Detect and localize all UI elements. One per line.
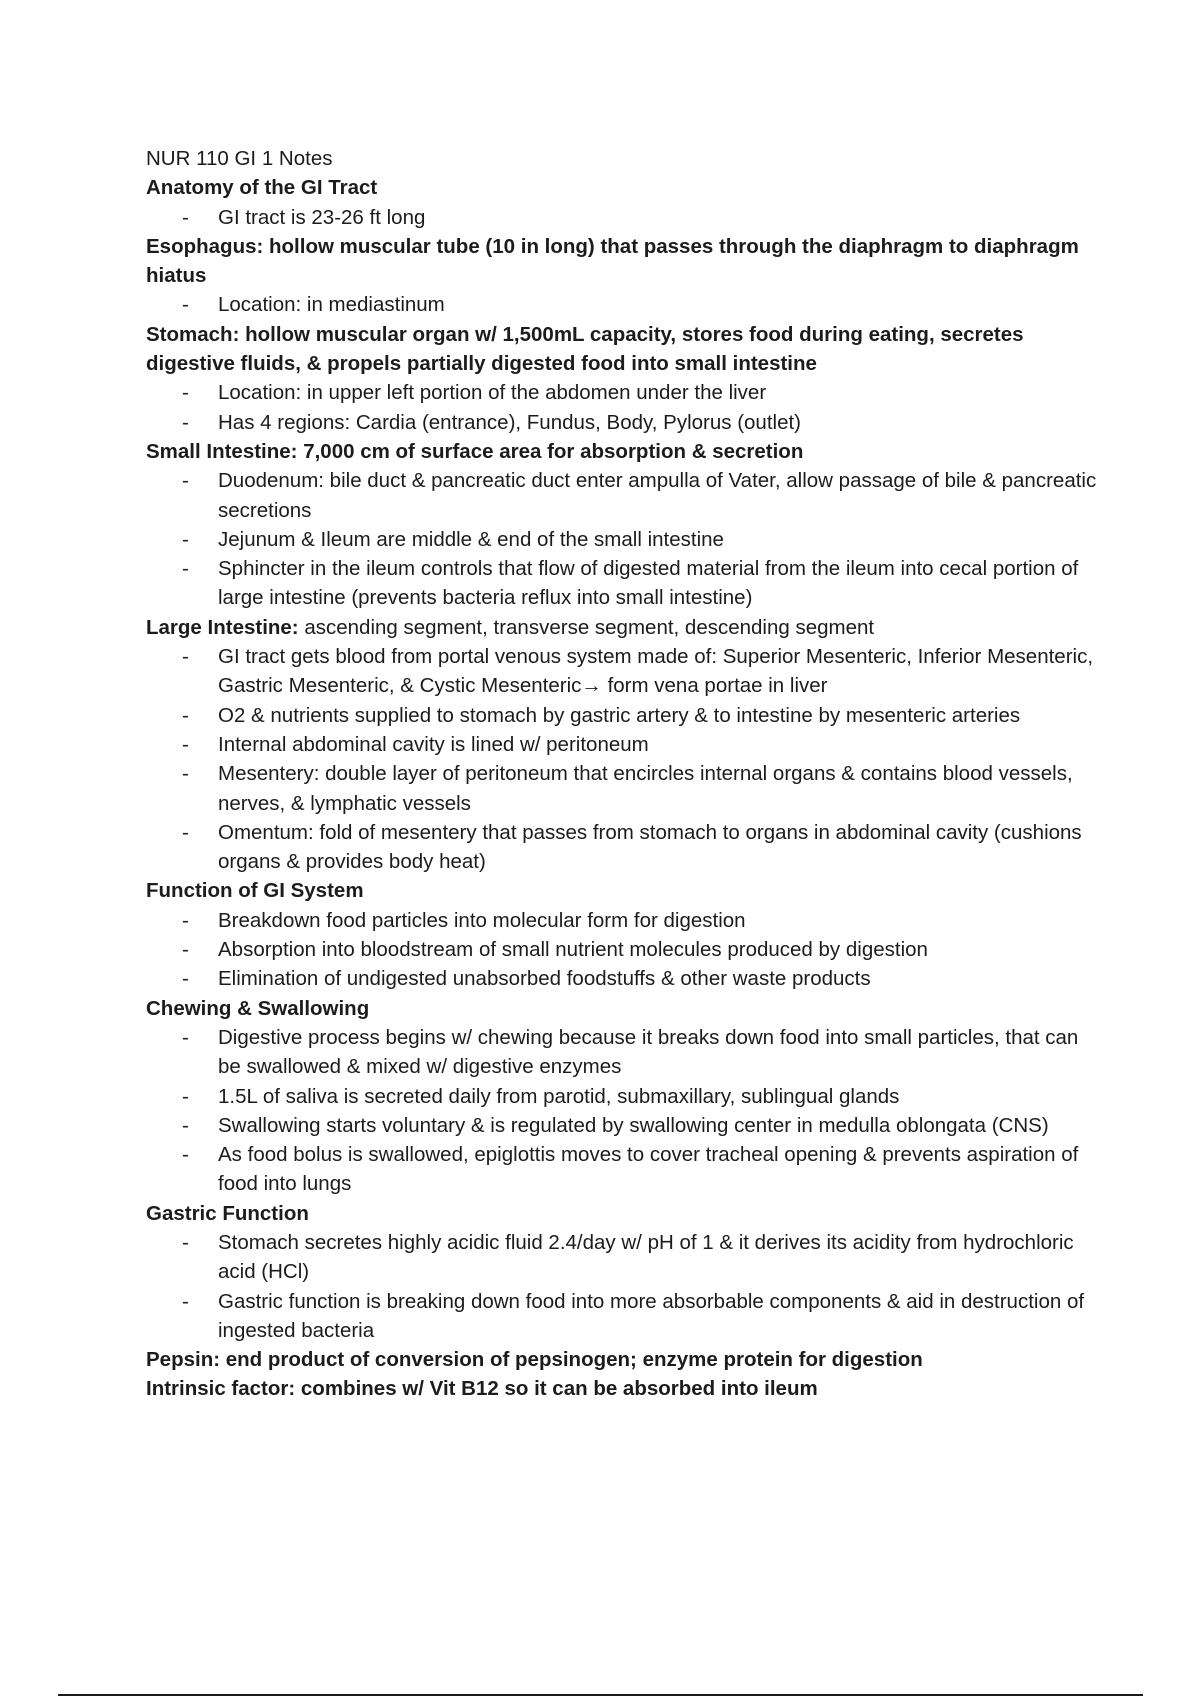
bullet-marker: - [182,1289,189,1313]
bullet-marker: - [182,293,189,317]
list-item [146,759,1106,818]
bullet-marker: - [182,1084,189,1108]
list-item [146,935,1106,964]
section-heading-large-intestine [146,613,1106,642]
bullet-text: Stomach secretes highly acidic fluid 2.4/day w/ pH of 1 & it derives its acidity from hydrochloric acid (HCl) [218,1230,1074,1284]
bullet-marker: - [182,908,189,932]
bullet-list-gastric [146,1228,1106,1345]
bullet-text: Location: in mediastinum [218,293,445,317]
bullet-text: GI tract is 23-26 ft long [218,205,426,229]
bullet-marker: - [182,410,189,434]
bullet-marker: - [182,645,189,669]
bullet-marker: - [182,205,189,229]
bullet-list-large-intestine [146,642,1106,876]
section-heading-anatomy [146,173,1106,202]
bullet-marker: - [182,762,189,786]
bullet-text: Mesentery: double layer of peritoneum that encircles internal organs & contains blood vessels, nerves, & lymphatic vessels [218,762,1073,815]
bullet-marker: - [182,703,189,727]
bullet-list-function [146,906,1106,994]
bullet-list-small-intestine [146,466,1106,612]
list-item [146,906,1106,935]
bullet-text: Jejunum & Ileum are middle & end of the small intestine [218,527,724,551]
list-item [146,1140,1106,1199]
bullet-text: Swallowing starts voluntary & is regulated by swallowing center in medulla oblongata (CNS) [218,1113,1049,1137]
bullet-marker: - [182,1143,189,1167]
list-item [146,378,1106,407]
bullet-text: Gastric function is breaking down food into more absorbable components & aid in destruction of ingested bacteria [218,1289,1085,1342]
section-heading-small-intestine [146,437,1106,466]
bullet-marker: - [182,820,189,844]
heading-bold: Function of GI System [146,879,364,903]
bullet-list-anatomy [146,203,1106,232]
document-title: NUR 110 GI 1 Notes [146,147,333,170]
bullet-text: Breakdown food particles into molecular form for digestion [218,908,746,932]
bullet-text: Absorption into bloodstream of small nutrient molecules produced by digestion [218,938,928,962]
bullet-text: GI tract gets blood from portal venous system made of: Superior Mesenteric, Inferior Mesenteric, Gastric Mesenteric, & Cystic Mesenteric→ form vena portae in liver [218,645,1094,698]
page-bottom-rule [58,1694,1143,1696]
section-heading-esophagus [146,232,1106,291]
bullet-marker: - [182,1230,189,1254]
heading-bold: Stomach: hollow muscular organ w/ 1,500mL capacity, stores food during eating, secretes digestive fluids, & propels partially digested food into small intestine [146,322,1024,376]
list-item [146,554,1106,613]
bullet-marker: - [182,967,189,991]
bullet-list-chewing [146,1023,1106,1199]
list-item [146,525,1106,554]
bullet-text: As food bolus is swallowed, epiglottis moves to cover tracheal opening & prevents aspiration of food into lungs [218,1143,1079,1196]
notes-page [146,144,1106,1404]
bullet-marker: - [182,732,189,756]
list-item [146,1023,1106,1082]
bullet-text: Sphincter in the ileum controls that flow of digested material from the ileum into cecal portion of large intestine (prevents bacteria reflux into small intestine) [218,557,1079,610]
list-item [146,818,1106,877]
intrinsic-factor-line: Intrinsic factor: combines w/ Vit B12 so it can be absorbed into ileum [146,1377,818,1401]
bullet-marker: - [182,1025,189,1049]
bullet-list-esophagus [146,290,1106,319]
section-heading-stomach [146,320,1106,379]
bullet-list-stomach [146,378,1106,437]
heading-rest: ascending segment, transverse segment, descending segment [298,615,875,639]
bullet-text: O2 & nutrients supplied to stomach by gastric artery & to intestine by mesenteric arteries [218,703,1021,727]
bullet-text: Omentum: fold of mesentery that passes from stomach to organs in abdominal cavity (cushions organs & provides body heat) [218,820,1082,874]
list-item [146,466,1106,525]
list-item [146,642,1106,701]
bullet-marker: - [182,527,189,551]
pepsin-line: Pepsin: end product of conversion of pepsinogen; enzyme protein for digestion [146,1348,923,1372]
bullet-marker: - [182,557,189,581]
list-item [146,1287,1106,1346]
heading-bold: Gastric Function [146,1201,309,1225]
bullet-marker: - [182,1113,189,1137]
heading-bold: Chewing & Swallowing [146,996,370,1020]
heading-bold: Large Intestine: [146,615,299,639]
bullet-marker: - [182,938,189,962]
bullet-text: Digestive process begins w/ chewing because it breaks down food into small particles, that can be swallowed & mixed w/ digestive enzymes [218,1025,1079,1079]
list-item [146,1228,1106,1287]
bullet-text: Duodenum: bile duct & pancreatic duct enter ampulla of Vater, allow passage of bile & pancreatic secretions [218,469,1097,522]
section-heading-function [146,876,1106,905]
heading-bold: Small Intestine: 7,000 cm of surface area for absorption & secretion [146,439,804,463]
list-item [146,730,1106,759]
bullet-text: 1.5L of saliva is secreted daily from parotid, submaxillary, sublingual glands [218,1084,900,1108]
section-heading-gastric [146,1199,1106,1228]
list-item [146,1082,1106,1111]
list-item [146,290,1106,319]
bullet-text: Location: in upper left portion of the abdomen under the liver [218,381,767,405]
bullet-marker: - [182,469,189,493]
list-item [146,964,1106,993]
list-item [146,1111,1106,1140]
list-item [146,408,1106,437]
bullet-text: Has 4 regions: Cardia (entrance), Fundus, Body, Pylorus (outlet) [218,410,801,434]
heading-bold: Esophagus: hollow muscular tube (10 in long) that passes through the diaphragm to diaphragm hiatus [146,234,1079,288]
heading-bold: Anatomy of the GI Tract [146,176,378,200]
list-item [146,203,1106,232]
section-heading-chewing [146,994,1106,1023]
bullet-marker: - [182,381,189,405]
list-item [146,701,1106,730]
bullet-text: Internal abdominal cavity is lined w/ peritoneum [218,732,649,756]
bullet-text: Elimination of undigested unabsorbed foodstuffs & other waste products [218,967,871,991]
